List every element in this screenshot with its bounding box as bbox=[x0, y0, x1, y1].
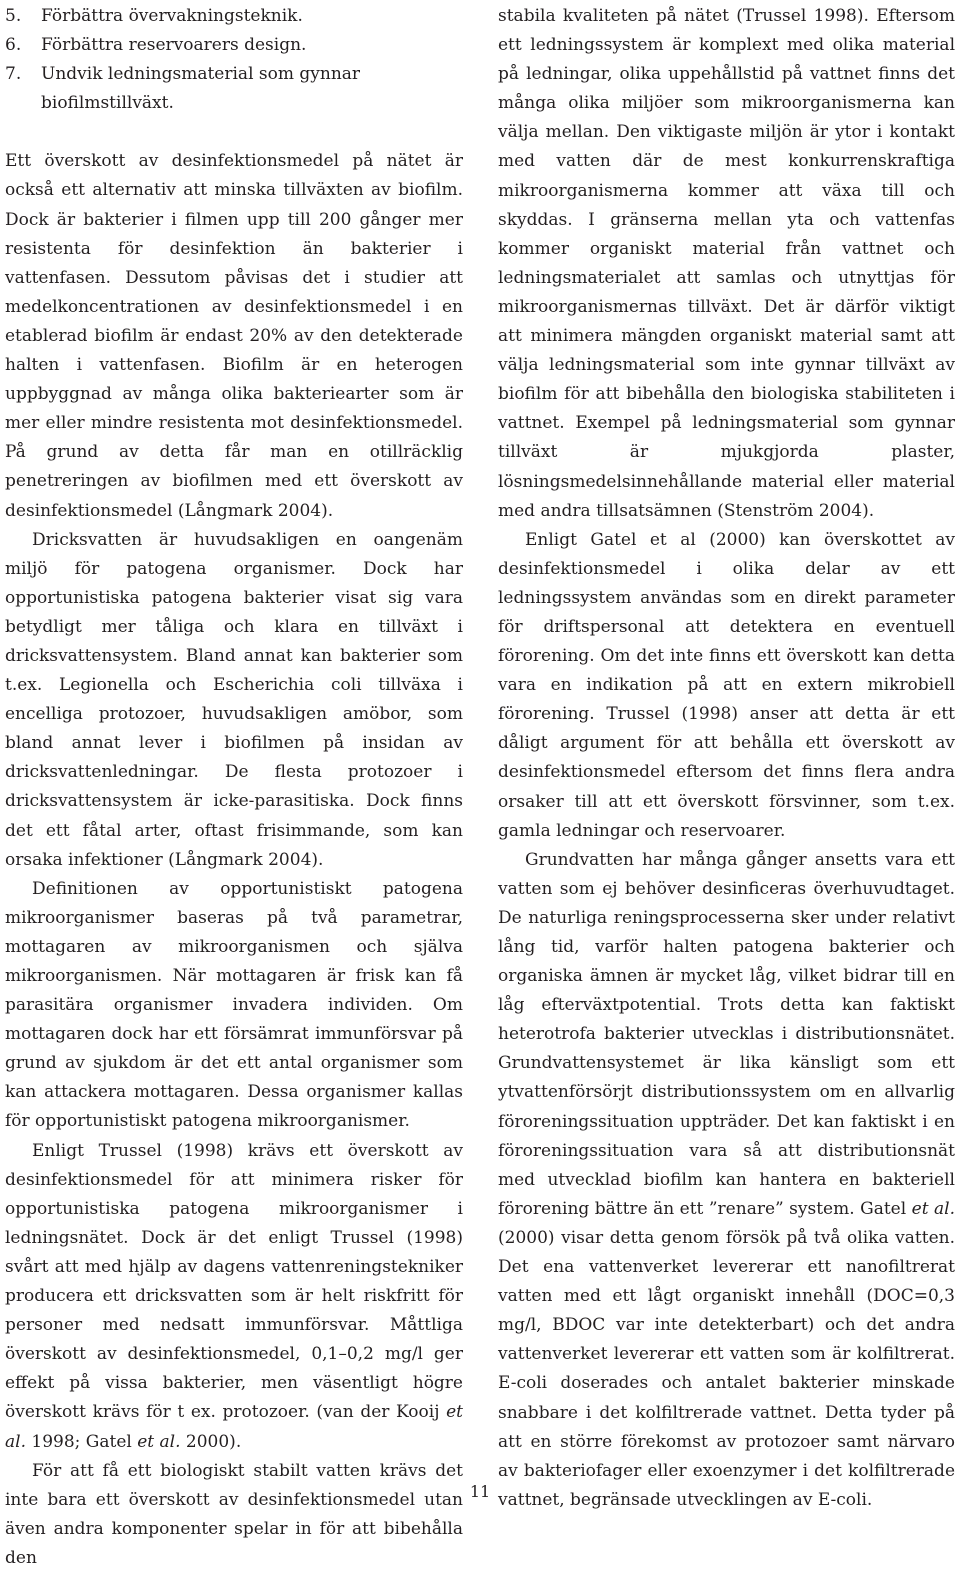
paragraph-gatel-indicator: Enligt Gatel et al (2000) kan överskottet av desinfektionsmedel i olika delar av ett ledningssystem användas som en direkt parameter för driftspersonal att detektera en eventuell förorening. Om det inte finns ett överskott kan detta vara en indikation på att en extern mikrobiell förorening. Trussel (1998) anser att detta är ett dåligt argument för att behålla ett överskott av desinfektionsmedel eftersom det finns flera andra orsaker till att ett överskott försvinner, som t.ex. gamla ledningar och reservoarer. bbox=[498, 529, 955, 841]
list-item: 7. Undvik ledningsmaterial som gynnar biofilmstillväxt. bbox=[5, 64, 361, 114]
paragraph-drinking-water-pathogens: Dricksvatten är huvudsakligen en oangenäm miljö för patogena organismer. Dock har opportunistiska patogena bakterier visat sig vara betydligt mer tåliga och klara en tillväxt i dricksvattensystem. Bland annat kan bakterier som t.ex. Legionella och Escherichia coli tillväxa i encelliga protozoer, huvudsakligen amöbor, som bland annat lever i biofilmen på insidan av dricksvattenledningar. De flesta protozoer i dricksvattensystem är icke-parasitiska. Dock finns det ett fåtal arter, oftast frisimmande, som kan orsaka infektioner (Långmark 2004). bbox=[5, 529, 463, 870]
right-column bbox=[498, 2, 955, 1515]
paragraph-biological-stability: För att få ett biologiskt stabilt vatten krävs det inte bara ett överskott av desinfektionsmedel utan även andra komponenter spelar in för att bibehålla den bbox=[5, 1460, 463, 1568]
paragraph-groundwater: Grundvatten har många gånger ansetts vara ett vatten som ej behöver desinficeras överhuvudtaget. De naturliga reningsprocesserna sker under relativt lång tid, varför halten patogena bakterier och organiska ämnen är mycket låg, vilket bidrar till en låg efterväxtpotential. Trots detta kan faktiskt heterotrofa bakterier utvecklas i distributionsnätet. Grundvattensystemet är lika känsligt som ett ytvattenförsörjt distributionssystem om en allvarlig föroreningssituation uppträder. Det kan faktiskt i en föroreningssituation vara så att distributionsnät med utvecklad biofilm kan hantera en bakteriell förorening bättre än ett ”renare” system. Gatel et al. (2000) visar detta genom försök på två olika vatten. Det ena vattenverket levererar ett nanofiltrerat vatten med ett lågt organiskt innehåll (DOC=0,3 mg/l, BDOC var inte detekterbart) och det andra vattenverket levererar ett vatten som är kolfiltrerat. E-coli doserades och antalet bakterier minskade snabbare i det kolfiltrerade vattnet. Detta tyder på att en större förekomst av protozoer samt närvaro av bakteriofager eller exoenzymer i det kolfiltrerade vattnet, begränsade utvecklingen av E-coli. bbox=[498, 849, 955, 1510]
paragraph-trussel-excess: Enligt Trussel (1998) krävs ett överskott av desinfektionsmedel för att minimera risker för opportunistiska patogena mikroorganismer i ledningsnätet. Dock är det enligt Trussel (1998) svårt att med hjälp av dagens vattenreningstekniker producera ett dricksvatten som är helt riskfritt för personer med nedsatt immunförsvar. Måttliga överskott av desinfektionsmedel, 0,1–0,2 mg/l ger effekt på vissa bakterier, men väsentligt högre överskott krävs för t ex. protozoer. (van der Kooij et al. 1998; Gatel et al. 2000). bbox=[5, 1140, 463, 1452]
page-number: 11 bbox=[469, 1482, 491, 1501]
list-item: 5. Förbättra övervakningsteknik. bbox=[5, 6, 303, 26]
paragraph-disinfectant-excess: Ett överskott av desinfektionsmedel på nätet är också ett alternativ att minska tillväxten av biofilm. Dock är bakterier i filmen upp till 200 gånger mer resistenta för desinfektion än bakterier i vattenfasen. Dessutom påvisas det i studier att medelkoncentrationen av desinfektionsmedel i en etablerad biofilm är endast 20% av den detekterade halten i vattenfasen. Biofilm är en heterogen uppbyggnad av många olika bakteriearter som är mer eller mindre resistenta mot desinfektionsmedel. På grund av detta får man en otillräcklig penetreringen av biofilmen med ett överskott av desinfektionsmedel (Långmark 2004). bbox=[5, 151, 463, 521]
paragraph-opportunistic-definition: Definitionen av opportunistiskt patogena mikroorganismer baseras på två parametrar, mottagaren av mikroorganismen och själva mikroorganismen. När mottagaren är frisk kan få parasitära organismer invadera individen. Om mottagaren dock har ett försämrat immunförsvar på grund av sjukdom är det ett antal organismer som kan attackera mottagaren. Dessa organismer kallas för opportunistiskt patogena mikroorganismer. bbox=[5, 878, 463, 1132]
list-item: 6. Förbättra reservoarers design. bbox=[5, 35, 307, 56]
left-column bbox=[5, 2, 463, 1573]
recommendation-list bbox=[5, 2, 463, 118]
paragraph-network-stability: stabila kvaliteten på nätet (Trussel 1998). Eftersom ett ledningssystem är komplext med olika material på ledningar, olika uppehållstid på vattnet finns det många olika miljöer som mikroorganismerna kan välja mellan. Den viktigaste miljön är ytor i kontakt med vatten där de mest konkurrenskraftiga mikroorganismerna kommer att växa till och skyddas. I gränserna mellan yta och vattenfas kommer organiskt material från vattnet och ledningsmaterialet att samlas och utnyttjas för mikroorganismernas tillväxt. Det är därför viktigt att minimera mängden organiskt material samt att välja ledningsmaterial som inte gynnar tillväxt av biofilm för att bibehålla den biologiska stabiliteten i vattnet. Exempel på ledningsmaterial som gynnar tillväxt är mjukgjorda plaster, lösningsmedelsinnehållande material eller material med andra tillsatsämnen (Stenström 2004). bbox=[498, 6, 955, 521]
